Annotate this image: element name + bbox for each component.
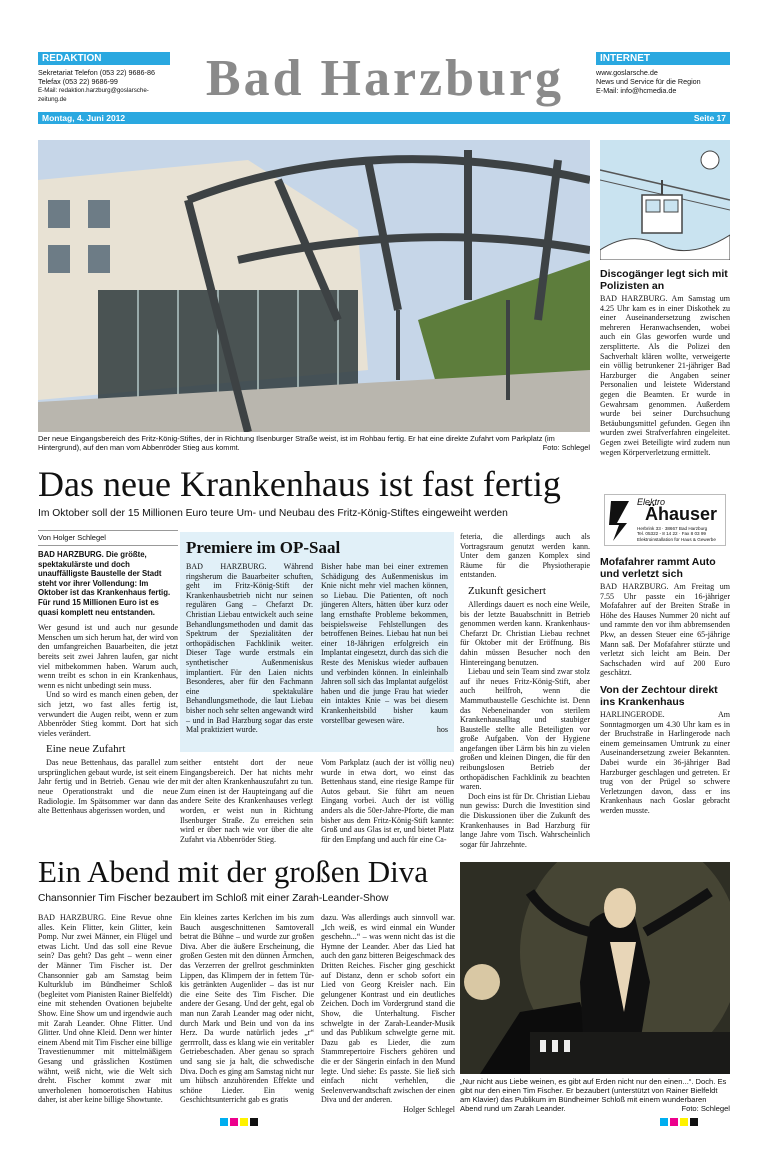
main-subheadline: Im Oktober soll der 15 Millionen Euro teure Um- und Neubau des Fritz-König-Stiftes eingeweiht werden (38, 508, 508, 519)
cable-car-illustration (600, 140, 730, 260)
hospital-photo-drawing (38, 140, 590, 432)
photo-caption-text: Der neue Eingangsbereich des Fritz-König-Stiftes, der in Richtung Ilsenburger Straße weist, ist im Rohbau fertig. Er hat eine direkte Zufahrt vom Parkplatz (im Hintergrund), auf den man vom Abbenröder Stieg aus kommt. (38, 434, 555, 452)
second-column-2: Ein kleines zartes Kerlchen im bis zum Bauch ausgeschnittenen Samtoverall betrat die Bühne – und wurde zur großen Diva. Aber die äußere Erscheinung, die großen Gesten mit den dünnen Ärmchen, das Verzerren der grellrot geschminkten Lippen, das Klimpern der in fettem Tür-kis getränkten Augenlider – das ist nur die eine Seite des Tim Fischer. Die andere der Gesang. Und der geht, egal ob man nun Zarah Leander mag oder nicht, durch Mark und Bein und von da ins Herz. Da wurde natürlich jedes „r“ gerrrrollt, dass es klang wie ein veritabler Getriebeschaden. Aber genau so sprach und sang sie ja halt, die schwedische Diva. Doch es ging am Samstag nicht nur um hübsch anzuhörenden Effekte und schöne Lieder. Ein wenig Geschichtsunterricht gab es gratis (180, 913, 314, 1105)
diva-photo-credit: Foto: Schlegel (681, 1104, 730, 1113)
col4-subheading: Zukunft gesichert (468, 584, 546, 597)
col1-paragraph: Wer gesund ist und auch nur gesunde Menschen um sich herum hat, der wird von den umfangreichen Bauarbeiten, die jetzt bereits seit zwei Jahren laufen, gar nicht viel mitbekommen haben. Warum auch, wenn treibt es schon in ein Krankenhaus, wenn es nicht unbedingt sein muss. (38, 623, 178, 690)
redaktion-email: E-Mail: redaktion.harzburg@goslarsche-zeitung.de (38, 87, 149, 103)
main-column-4 (460, 532, 590, 849)
black-mark (250, 1118, 258, 1126)
internet-label: INTERNET (596, 52, 730, 65)
col4-paragraph: Doch eins ist für Dr. Christian Liebau nun gewiss: Durch die Investition sind die Diskussionen über die Zukunft des Krankenhauses in Bad Harzburg für lange Jahre vom Tisch. Wahrscheinlich sogar für Jahrzehnte. (460, 791, 590, 849)
ad-details (637, 526, 725, 542)
second-signature: Holger Schlegel (403, 1104, 455, 1114)
sidebar-lower (600, 550, 730, 815)
hospital-photo (38, 140, 590, 432)
box-title: Premiere im OP-Saal (186, 538, 341, 557)
col1-paragraph: Und so wird es manch einen geben, der sich jetzt, wo fast alles fertig ist, verwundert die Augen reibt, wenn er zum Abbenröder Stieg kommt. Dort hat sich vieles verändert. (38, 690, 178, 738)
diva-caption-text: „Nur nicht aus Liebe weinen, es gibt auf Erden nicht nur den einen...“. Doch. Es gibt nur den einen Tim Fischer. Er bezaubert (unterstützt von Rainer Bielfeldt am Klavier) das Publikum im Bündheimer Schloß mit einem wunderbaren Abend rund um Zarah Leander. (460, 1077, 727, 1113)
col4-paragraph: Allerdings dauert es noch eine Weile, bis der letzte Bauabschnitt in Betrieb genommen werden kann. Krankenhaus-Chefarzt Dr. Christian Liebau rechnet für Oktober mit der Eröffnung. Bis dahin müssen Besucher noch den Hintereingang benutzen. (460, 599, 590, 667)
issue-date: Montag, 4. Juni 2012 (42, 113, 126, 123)
sidebar-article-3-title: Von der Zechtour direkt ins Krankenhaus (600, 683, 718, 708)
main-column-2: seither entsteht dort der neue Eingangsbereich. Der hat nichts mehr mit der alten Krankenhauszufahrt zu tun. Zum einen ist der Haupteingang auf die andere Seite des Krankenhauses verlegt worden, er weist nun in Richtung Ilsenburger Straße. Zu erreichen sein wird er über nach wie vor über die alte Zufahrt via Abbenröder Stieg. (180, 758, 313, 844)
page-title: Bad Harzburg (205, 50, 565, 107)
yellow-mark (680, 1118, 688, 1126)
byline: Von Holger Schlegel (38, 530, 178, 546)
second-column-1: BAD HARZBURG. Eine Revue ohne alles. Kein Flitter, kein Glitter, kein Pomp. Nur zwei Männer, ein Flügel und etwas Licht. Und das soll eine Revue sein? Das geht? Das geht – wenn einer der Männer Tim Fischer ist. Der Chansonnier gab am Samstag beim Kulturklub im Bündheimer Schloß (begleitet vom Pianisten Rainer Bielfeldt) eine mit stehenden Ovationen bejubelte Show. Eine Show um und irgendwie auch mit Zarah Leander. Ohne Flitter. Und Glitter. Und ohne Kleid. Denn wer hinter einem Abend mit Tim Fischer eine billige Travestienummer mit mittelmäßigem Gesang und grässlichen Kostümen wähnt, weiß nicht, wie die Welt sich dreht. Fischer kommt zwar mit unverholenen homoerotischen Habitus daher, ist aber keine billige Showtunte. (38, 913, 172, 1105)
sidebar-article-3-text: HARLINGERODE. Am Sonntagmorgen um 4.30 Uhr kam es in der Bruchstraße in Harlingerode nach einem gemeinsamen Umtrunk zu einer Auseinandersetzung zweier Bekannten. Dabei wurde ein 36-jähriger Bad Harzburger geschlagen und getreten. Er trug von der Prügel so schwere Verletzungen davon, dass er ins Krankenhaus nach Goslar gebracht werden musste. (600, 709, 730, 815)
color-registration-marks (220, 1118, 258, 1126)
page-number: Seite 17 (693, 113, 726, 123)
photo-credit: Foto: Schlegel (542, 443, 590, 452)
internet-service: News und Service für die Region (596, 77, 701, 86)
internet-email: E-Mail: info@hcmedia.de (596, 86, 677, 95)
box-column-1: BAD HARZBURG. Während ringsherum die Bauarbeiter schuften, geht im Fritz-König-Stift der Krankenhausbetrieb nicht nur seinen regulären Gang – Chefarzt Dr. Christian Liebau entwickelt auch seine Behandlungsmethoden und damit das Spektrum der Spezialitäten der orthopädischen Fachklinik weiter. Dieser Tage wurde erstmals ein synthetischer Außenmeniskus implantiert. Für den Laien nichts Besonderes, aber für den Fachmann eine spektakuläre Behandlungsmethode, die laut Liebau bisher noch sehr selten angewandt wird – und in Bad Harzburg sogar das erste Mal praktiziert wurde. (186, 562, 313, 735)
ad-phone: Tel. 05322 - 8 14 22 · Fax 8 03 99 (637, 531, 706, 537)
main-column-3: Vom Parkplatz (auch der ist völlig neu) wurde in etwa dort, wo einst das Bettenhaus stand, eine riesige Rampe für Autos gebaut. Sie führt am neuen Eingang vorbei. Auch der ist völlig anders als die 50er-Jahre-Pforte, die man bisher aus dem Fritz-König-Stift kannte: Groß und aus Glas ist er, und bietet Platz für den Empfang und auch für eine Ca- (321, 758, 454, 844)
main-column-1 (38, 530, 178, 816)
second-subheadline: Chansonnier Tim Fischer bezaubert im Schloß mit einer Zarah-Leander-Show (38, 893, 389, 904)
redaktion-fax: Telefax (053 22) 9686-99 (38, 77, 118, 86)
sidebar-article-2-text: BAD HARZBURG. Am Freitag um 7.55 Uhr passte ein 16-jähriger Mofafahrer auf der Breiten Straße in Höhe des Hauses Nummer 20 nicht auf und rammte den vor ihm abbremsenden Pkw, an dessen Steuer eine 65-jährige Mann saß. Der Mofafahrer stürzte und verletzt sich leicht am Bein. Der Sachschaden wird auf 200 Euro geschätzt. (600, 582, 730, 678)
color-registration-marks-right (660, 1118, 698, 1126)
ad-address: Herbrink 33 · 38667 Bad Harzburg (637, 526, 708, 531)
col4-paragraph: Liebau und sein Team sind zwar stolz auf ihr neues Fritz-König-Stift, aber auch heilfroh, wenn die Mammutbaustelle Geschichte ist. Denn das Nebeneinander von sterilem Krankenhausalltag und staubiger Baustelle stellte alle Beteiligten vor große Aufgaben. Von der Hygiene angefangen über Lärm bis hin zu vielen großen und kleinen Dingen, die für den reibungslosen Betrieb der orthopädischen Fachklinik zu beachten waren. (460, 667, 590, 792)
op-saal-box (180, 532, 454, 752)
redaktion-phone: Sekretariat Telefon (053 22) 9686-86 (38, 68, 155, 77)
cyan-mark (220, 1118, 228, 1126)
elektro-ad (604, 494, 726, 546)
lead-paragraph: BAD HARZBURG. Die größte, spektakulärste und doch unauffälligste Baustelle der Stadt steht vor ihrer Vollendung: Im Oktober ist das Krankenhaus fertig. Für rund 15 Millionen Euro ist es quasi komplett neu entstanden. (38, 550, 171, 617)
sidebar-article-2-title: Mofafahrer rammt Auto und verletzt sich (600, 556, 716, 580)
main-headline: Das neue Krankenhaus ist fast fertig (38, 464, 561, 504)
diva-photo-caption (460, 1077, 730, 1113)
col4-paragraph: feteria, die allerdings auch als Vortragsraum genutzt werden kann. Unter dem ganzen Komplex sind Räume für die Physiotherapie entstanden. (460, 532, 590, 580)
diva-photo (460, 862, 730, 1074)
second-headline: Ein Abend mit der großen Diva (38, 854, 428, 889)
date-bar (38, 112, 730, 124)
redaktion-label: REDAKTION (38, 52, 170, 65)
redaktion-block (38, 52, 170, 104)
col1-paragraph: Das neue Bettenhaus, das parallel zum ursprünglichen gebaut wurde, ist seit einem Jahr fertig und in Betrieb. Genau wie der neue Operationstrakt und die neue Radiologie. Im Spätsommer war dann das alte Bettenhaus abgerissen worden, und (38, 758, 178, 816)
box-signature: hos (436, 725, 448, 735)
col1-subheading: Eine neue Zufahrt (46, 743, 126, 756)
internet-url[interactable]: www.goslarsche.de (596, 68, 658, 77)
second-column-3: dazu. Was allerdings auch sinnvoll war. „Ich weiß, es wird einmal ein Wunder geschehn...“ – was wenn nicht das ist die Hymne der Leander. Aber das Lied hat auch den ganz bitteren Beigeschmack des Dritten Reiches. Fischer ging geschickt auf Distanz, denn er schob sofort ein Lied von Georg Kreisler nach. Ein gelungener Kontrast und ein deutliches Zeichen. Doch im Vordergrund stand die Show, die Unterhaltung. Fischer schwelgte in der Zarah-Leander-Musik und das Publikum schwelgte gerne mit. Dazu gab es Lieder, die zum Stammrepertoire Fischers gehören und die er der Sängerin einfach in den Mund legte. Und siehe: Es passte. Sie ließ sich einfach nicht verhehlen, die Seelenverwandtschaft zwischen der einen Diva und der anderen. (321, 913, 455, 1105)
black-mark (690, 1118, 698, 1126)
diva-photo-drawing (460, 862, 730, 1074)
internet-block (596, 52, 730, 95)
ad-tagline: Elektroinstallation für Haus & Gewerbe (637, 536, 716, 542)
sidebar-article-1-title: Discogänger legt sich mit Polizisten an (600, 268, 728, 292)
box-column-2: Bisher habe man bei einer extremen Schädigung des Außenmeniskus im Knie nicht mehr viel machen können, so Liebau. Die Patienten, oft noch jüngeren Alters, hätten über kurz oder lang ernsthafte Probleme bekommen, beispielsweise Fehlstellungen des betroffenen Beines. Liebau hat nun bei einer 18-Jährigen erfolgreich ein Implantat eingesetzt, durch das sich die Reste des Meniskus wieder aufbauen und verbinden können. In einleinhalb Jahren soll sich das Implantat aufgelöst haben und die junge Frau hat wieder ein intaktes Knie – was bei diesem Krankenheitsbild bisher kaum vorstellbar gewesen wäre. (321, 562, 448, 725)
magenta-mark (230, 1118, 238, 1126)
ad-brand: Elektro (637, 497, 666, 507)
magenta-mark (670, 1118, 678, 1126)
ad-name: Ähauser (645, 504, 718, 524)
sidebar (600, 262, 730, 457)
sidebar-article-1-text: BAD HARZBURG. Am Samstag um 4.25 Uhr kam es in einer Diskothek zu einer Auseinandersetzung zwischen mehreren Heranwachsenden, wobei auch ein Glas geworfen wurde und zersplitterte. Als die Polizei den Sachverhalt klären wollte, verweigerte ein völlig betrunkener 21-jähriger Bad Harzburger die Angaben seiner Personalien und leistete Widerstand gegen die Beamten. Er wurde in Gewahrsam genommen. Außerdem wurde bei seiner Durchsuchung Betäubungsmittel gefunden. Gegen ihn wurden zwei Strafverfahren eingeleitet. Gegen zwei Beteiligte wird zudem nun wegen Körperverletzung ermittelt. (600, 294, 730, 457)
cable-car-icon (600, 140, 730, 260)
cyan-mark (660, 1118, 668, 1126)
second-column-3-wrap (321, 913, 455, 1114)
ad-logo-icon (607, 499, 633, 543)
main-photo-caption (38, 434, 590, 452)
yellow-mark (240, 1118, 248, 1126)
